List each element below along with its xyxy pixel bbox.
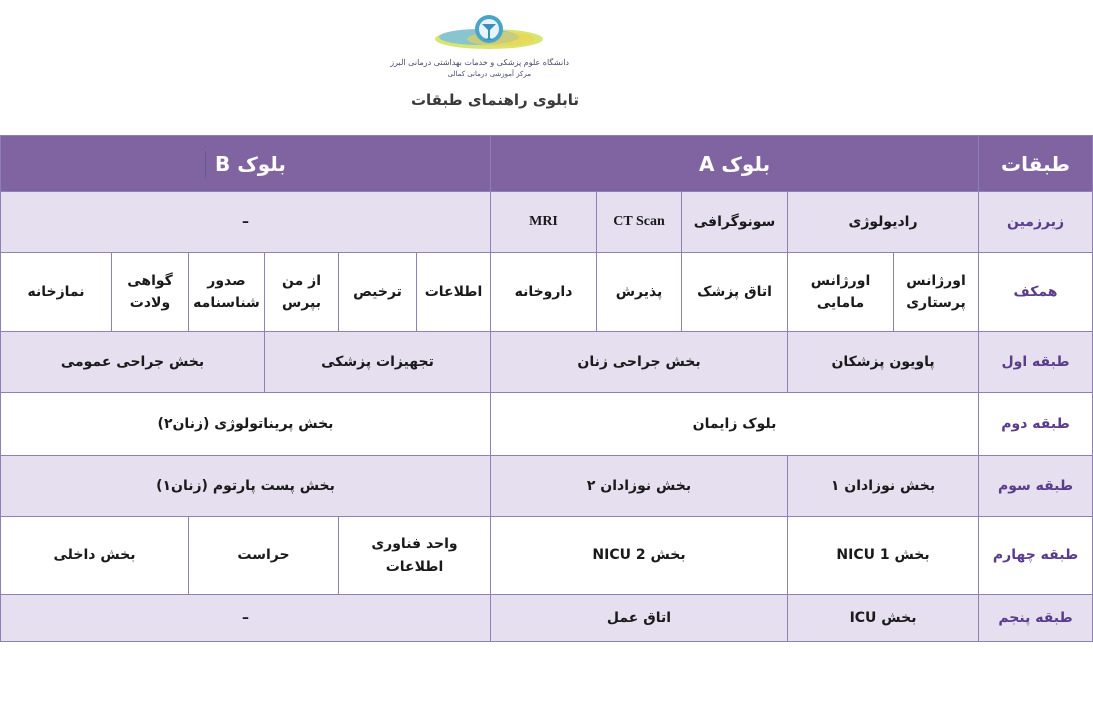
row-first	[1, 332, 1093, 393]
floor-label-fifth: طبقه پنجم	[979, 595, 1093, 642]
cell-ct-scan: CT Scan	[597, 192, 682, 253]
cell-delivery-block: بلوک زایمان	[491, 393, 979, 456]
cell-general-surgery: بخش جراحی عمومی	[1, 332, 265, 393]
cell-it-unit: واحد فناوری اطلاعات	[339, 517, 491, 595]
floor-label-first: طبقه اول	[979, 332, 1093, 393]
university-logo	[390, 10, 575, 80]
row-ground	[1, 253, 1093, 332]
cell-physicians-pavilion: پاویون پزشکان	[788, 332, 979, 393]
cell-nursing-emergency: اورژانس پرستاری	[894, 253, 979, 332]
cell-internal-medicine: بخش داخلی	[1, 517, 189, 595]
page-subtitle: تابلوی راهنمای طبقات	[410, 91, 580, 109]
row-third	[1, 456, 1093, 517]
cell-discharge: ترخیص	[339, 253, 417, 332]
cell-admission: پذیرش	[597, 253, 682, 332]
cell-nicu-1: بخش NICU 1	[788, 517, 979, 595]
cell-radiology: رادیولوژی	[788, 192, 979, 253]
cell-postpartum: بخش پست پارتوم (زنان۱)	[1, 456, 491, 517]
cell-pharmacy: داروخانه	[491, 253, 597, 332]
cell-mri: MRI	[491, 192, 597, 253]
row-second	[1, 393, 1093, 456]
university-logo-icon	[429, 12, 554, 57]
cell-operating-room: اتاق عمل	[491, 595, 788, 642]
cell-ask-me: از من بپرس	[265, 253, 339, 332]
cell-id-issuance: صدور شناسنامه	[189, 253, 265, 332]
logo-line-center: مرکز آموزشی درمانی کمالی	[447, 70, 531, 78]
cell-neonatal-1: بخش نوزادان ۱	[788, 456, 979, 517]
row-fifth	[1, 595, 1093, 642]
cell-perinatology: بخش پریناتولوژی (زنان۲)	[1, 393, 491, 456]
table-header-row	[1, 136, 1093, 192]
cell-birth-certificate: گواهی ولادت	[112, 253, 189, 332]
header-divider	[205, 151, 206, 179]
cell-icu: بخش ICU	[788, 595, 979, 642]
floor-label-third: طبقه سوم	[979, 456, 1093, 517]
cell-doctor-room: اتاق پزشک	[682, 253, 788, 332]
cell-womens-surgery: بخش جراحی زنان	[491, 332, 788, 393]
floor-label-second: طبقه دوم	[979, 393, 1093, 456]
cell-midwifery-emergency: اورژانس مامایی	[788, 253, 894, 332]
cell-prayer-room: نمازخانه	[1, 253, 112, 332]
floor-label-fourth: طبقه چهارم	[979, 517, 1093, 595]
row-fourth	[1, 517, 1093, 595]
floor-label-basement: زیرزمین	[979, 192, 1093, 253]
cell-security: حراست	[189, 517, 339, 595]
cell-neonatal-2: بخش نوزادان ۲	[491, 456, 788, 517]
header-block-b: بلوک B	[1, 136, 491, 192]
cell-information: اطلاعات	[417, 253, 491, 332]
floor-label-ground: همکف	[979, 253, 1093, 332]
header-block-a: بلوک A	[491, 136, 979, 192]
row-basement	[1, 192, 1093, 253]
cell-basement-b-empty: –	[1, 192, 491, 253]
cell-sonography: سونوگرافی	[682, 192, 788, 253]
logo-line-university: دانشگاه علوم پزشکی و خدمات بهداشتی درمانی البرز	[390, 58, 569, 67]
cell-fifth-b-empty: –	[1, 595, 491, 642]
cell-medical-equipment: تجهیزات پزشکی	[265, 332, 491, 393]
header-floors: طبقات	[979, 136, 1093, 192]
cell-nicu-2: بخش NICU 2	[491, 517, 788, 595]
floors-guide-table	[0, 135, 1093, 642]
